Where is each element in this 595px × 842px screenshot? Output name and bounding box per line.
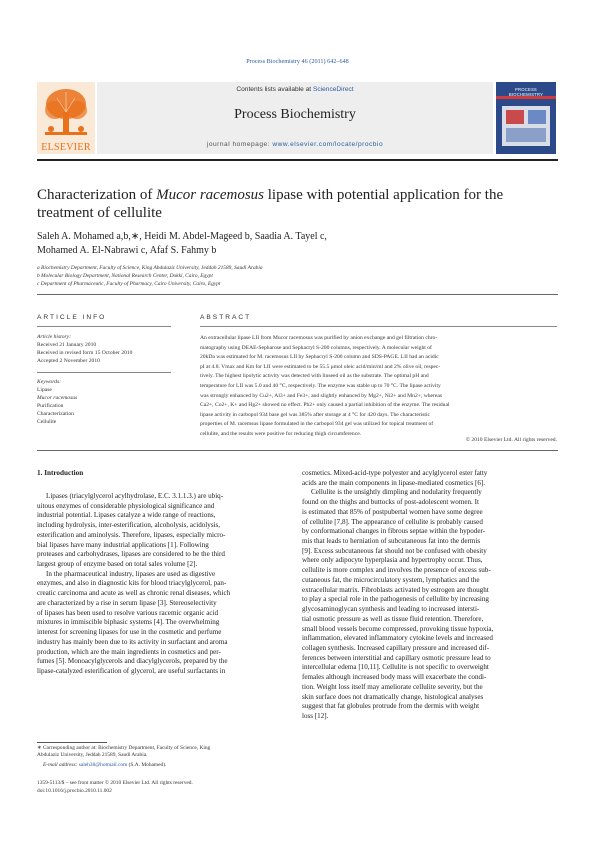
body-text-line: are characterized by a rise in serum lipase [3]. Stereoselectivity <box>37 598 217 607</box>
history-revised: Received in revised form 15 October 2010 <box>37 350 133 356</box>
elsevier-logo <box>37 82 95 154</box>
body-text-line: collagen synthesis. Increased capillary pressure and increased dif- <box>302 643 490 652</box>
body-text-line: mis that leads to herniation of subcutaneous fat into the dermis <box>302 537 481 546</box>
keyword-item: Purification <box>37 403 64 409</box>
contents-prefix: Contents lists available at <box>236 86 313 93</box>
body-text-line: esterification and aminolysis. Therefore, lipases, especially micro- <box>37 530 226 539</box>
body-text-line: glycosaminoglycan synthesis and leading to increased intersti- <box>302 605 480 614</box>
corresponding-line-1: ∗ Corresponding author at: Biochemistry Department, Faculty of Science, King <box>37 745 211 751</box>
journal-homepage <box>97 141 493 148</box>
abstract-line: 20kDa was estimated for M. racemosus LII by Sephacryl S-200 column and SDS-PAGE. LII had an acidic <box>200 354 439 361</box>
body-text-line: skin surface does not dramatically change, histological analyses <box>302 692 484 701</box>
body-text-line: proteases and carbohydrases, lipases are considered to be the third <box>37 550 225 559</box>
sciencedirect-link[interactable]: ScienceDirect <box>312 86 354 93</box>
author-list <box>37 230 557 258</box>
body-text-line: loss [12]. <box>302 712 329 720</box>
body-text-line: industry has mainly been due to its activity in surfactant and aroma <box>37 637 228 646</box>
abstract-line: pI at 4.8. Vmax and Km for LII were estimated to be 55.5 μmol oleic acid/min/ml and 2% olive oil, respec- <box>200 363 441 370</box>
email-suffix: (S.A. Mohamed). <box>127 762 167 768</box>
paper-title <box>37 186 557 222</box>
abstract-line: matography using DEAE-Sepharose and Sephacryl S-200 columns, respectively. A molecular weight of <box>200 344 432 351</box>
publisher-logo-text: ELSEVIER <box>41 142 91 153</box>
history-received: Received 21 January 2010 <box>37 342 97 348</box>
title-line-2: treatment of cellulite <box>37 205 162 221</box>
contents-availability <box>97 86 493 93</box>
body-text-line: In the pharmaceutical industry, lipases are used as digestive <box>46 569 216 578</box>
body-text-line: fumes [5]. Monoacylglycerols and diacylglycerols, prepared by the <box>37 657 228 666</box>
abstract-line: lipase activity in carbopol 934 base gel was 385% after storage at 4 °C for 420 days. The characteristic <box>200 411 431 418</box>
body-text-line: mixtures in immiscible biphasic systems [4]. The overwhelming <box>37 618 220 627</box>
article-info-heading: ARTICLE INFO <box>37 314 107 321</box>
body-text-line: of lipases has been used to resolve various racemic organic acid <box>37 608 219 617</box>
body-text-line: found on the thighs and buttocks of post-adolescent women. It <box>302 498 479 507</box>
abstract-line: properties of M. racemsus lipase formulated in the carbopol 934 gel was utilized for topical treatment of <box>200 421 434 428</box>
body-text-line: extracellular matrix. Fibroblasts activated by estrogen are thought <box>302 585 489 594</box>
body-text-line: cosmetics. Mixed-acid-type polyester and acylglycerol ester fatty <box>302 469 488 477</box>
email-note <box>37 762 292 769</box>
cover-title: PROCESS BIOCHEMISTRY <box>508 87 544 97</box>
keyword-item: Cellulite <box>37 419 57 425</box>
email-label: E-mail address: <box>43 762 79 768</box>
abstract-rule <box>200 326 557 327</box>
abstract-bottom-divider <box>37 450 558 451</box>
body-text-line: suggest that fat globules protrude from the dermis with weight <box>302 702 480 711</box>
body-text-line: [9]. Excess subcutaneous fat should not be confused with obesity <box>302 546 487 555</box>
body-text-line: to play a special role in the pathogenesis of cellulite by increasing <box>302 595 489 604</box>
title-part-2: lipase with potential application for the <box>264 187 504 203</box>
footnote-divider <box>37 742 107 743</box>
homepage-link[interactable]: www.elsevier.com/locate/procbio <box>272 141 384 148</box>
affiliation-c: c Department of Pharmaceutic, Faculty of Pharmacy, Cairo University, Cairo, Egypt <box>37 281 221 287</box>
abstract-line: tively. The highest lipolytic activity was detected with linseed oil as the substrate. The optimal pH and <box>200 373 429 380</box>
history-accepted: Accepted 2 November 2010 <box>37 358 100 364</box>
body-text-line: including hydrolysis, inter-esterification, alcoholysis, acidolysis, <box>37 521 221 530</box>
body-text-line: bial lipases have many industrial applications [1]. Following <box>37 540 209 549</box>
doi-link[interactable]: doi:10.1016/j.procbio.2010.11.002 <box>37 788 112 794</box>
body-text-line: enzymes, and also in diagnostic kits for blood triacylglycerol, pan- <box>37 579 227 588</box>
body-text-line: interest for screening lipases for use in the cosmetic and perfume <box>37 628 222 637</box>
title-species-italic: Mucor racemosus <box>156 187 265 203</box>
issn-line: 1359-5113/$ – see front matter © 2010 Elsevier Ltd. All rights reserved. <box>37 780 193 786</box>
article-info-rule <box>37 326 171 327</box>
body-text-line: females although increased body mass will exacerbate the condi- <box>302 673 487 682</box>
affiliation-a: a Biochemistry Department, Faculty of Science, King Abdulaziz University, Jeddah 21589, Saudi Arabia <box>37 265 263 271</box>
affiliation-divider <box>37 294 558 295</box>
body-text-line: where only adipocyte hyperplasia and hypertrophy occur. Thus, <box>302 556 483 565</box>
keywords-rule <box>37 372 171 373</box>
title-part-1: Characterization of <box>37 187 157 203</box>
section-heading-introduction: 1. Introduction <box>37 469 84 477</box>
body-text-line: Cellulite is the unsightly dimpling and nodularity frequently <box>311 488 482 497</box>
abstract-heading: ABSTRACT <box>200 314 252 321</box>
journal-name: Process Biochemistry <box>234 107 356 122</box>
body-text-line: cellulite is more complex and involves the presence of excess sub- <box>302 566 491 575</box>
abstract-line: An extracellular lipase LII from Mucor racemosus was purified by anion exchange and gel filtration chro- <box>200 335 438 341</box>
body-text-line: small blood vessels become compressed, provoking tissue hypoxia, <box>302 624 494 633</box>
corresponding-line-2: Abdulaziz University, Jeddah 21589, Saudi Arabia. <box>37 752 148 758</box>
body-text-line: tion. Weight loss itself may ameliorate cellulite severity, but the <box>302 682 483 691</box>
body-text-line: intercellular edema [10,11]. Cellulite is not specific to overweight <box>302 663 489 672</box>
authors-line-2[interactable]: Mohamed A. El-Nabrawi c, Afaf S. Fahmy b <box>37 245 217 256</box>
authors-line-1[interactable]: Saleh A. Mohamed a,b,∗, Heidi M. Abdel-Mageed b, Saadia A. Tayel c, <box>37 231 327 242</box>
header-divider <box>37 159 558 161</box>
abstract-line: temperature for LII was 5.0 and 40 °C, respectively. The enzyme was stable up to 70 °C. The lipase activity <box>200 383 441 389</box>
email-link[interactable]: saleh38@hotmail.com <box>78 762 128 768</box>
body-text-line: of cellulite [7,8]. The appearance of cellulite is probably caused <box>302 517 483 526</box>
keywords-label: Keywords: <box>37 379 62 385</box>
body-text-line: creatic carcinoma and acute as well as chronic renal diseases, which <box>37 589 231 598</box>
copyright-notice: © 2010 Elsevier Ltd. All rights reserved. <box>465 437 557 443</box>
homepage-prefix: journal homepage: <box>206 141 273 148</box>
corresponding-author-note <box>37 745 292 759</box>
abstract-line: cellulite, and the results were positive for reducing thigh circumference. <box>200 431 362 437</box>
body-text-line: ferences between interstitial and capillary osmotic pressure lead to <box>302 653 491 662</box>
body-text-line: production, which are the main ingredients in cosmetics and per- <box>37 647 221 656</box>
abstract-line: was strongly enhanced by Cu2+, Al3+ and Fe3+, and slightly enhanced by Mg2+, Ni2+ and Mn2+, whereas <box>200 392 443 399</box>
abstract-line: Ca2+, Co2+, K+ and Hg2+ showed no effect. Pb2+ only caused a partial inhibition of the enzyme. The residual <box>200 402 450 409</box>
journal-cover-thumbnail[interactable] <box>496 82 556 154</box>
body-text-line: cutaneous fat, the microcirculatory system, lymphatics and the <box>302 575 480 584</box>
body-text-line: tial osmotic pressure as well as tissue fluid retention. Therefore, <box>302 614 484 623</box>
body-text-line: Lipases (triacylglycerol acylhydrolase, E.C. 3.1.1.3.) are ubiq- <box>46 492 224 500</box>
keyword-item: Mucor racemosus <box>37 395 78 401</box>
body-text-line: is estimated that 85% of postpubertal women have some degree <box>302 507 483 516</box>
keyword-item: Lipase <box>37 387 52 393</box>
body-text-line: largest group of enzyme based on total sales volume [2]. <box>37 560 198 569</box>
body-text-line: acids are the main components in lipase-mediated cosmetics [6]. <box>302 478 485 487</box>
affiliation-b: b Molecular Biology Department, National Research Center, Dokki, Cairo, Egypt <box>37 273 213 279</box>
body-text-line: uitous enzymes of considerable physiological significance and <box>37 501 215 510</box>
body-text-line: industrial potential. Lipases catalyze a wide range of reactions, <box>37 511 216 520</box>
journal-reference[interactable]: Process Biochemistry 46 (2011) 642–648 <box>246 58 349 65</box>
keyword-item: Characterization <box>37 411 74 417</box>
history-label: Article history: <box>37 334 72 340</box>
body-text-line: inflammation, elevated inflammatory cytokine levels and increased <box>302 634 493 643</box>
body-text-line: by conformational changes in fibrous septae within the hypoder- <box>302 527 486 536</box>
body-text-line: lipase-catalyzed esterification of glycerol, are useful surfactants in <box>37 666 226 675</box>
